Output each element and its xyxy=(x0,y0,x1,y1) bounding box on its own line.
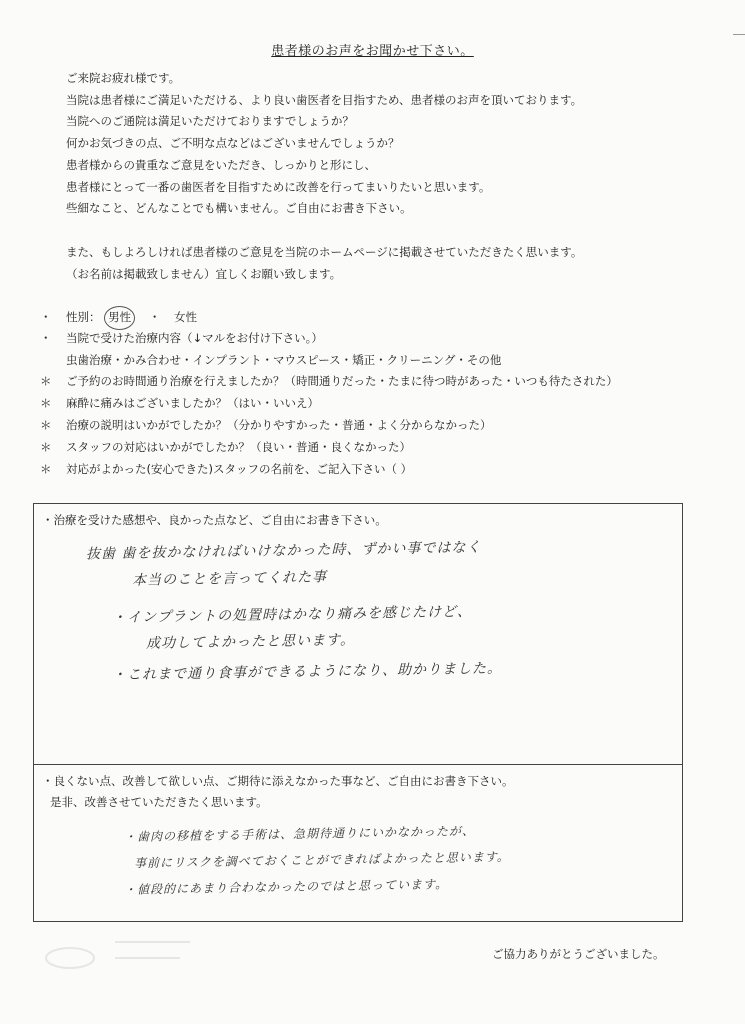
treatment-options-text: 虫歯治療・かみ合わせ・インプラント・マウスピース・矯正・クリーニング・その他 xyxy=(66,352,502,367)
treatment-label: 当院で受けた治療内容（↓マルをお付け下さい。） xyxy=(66,330,323,345)
bullet-dot: ・ xyxy=(40,310,52,324)
question-text: スタッフの対応はいかがでしたか？（良い・普通・良くなかった） xyxy=(66,439,411,454)
bullet-star: ＊ xyxy=(40,439,52,454)
handwriting-line: 事前にリスクを調べておくことができればよかったと思います。 xyxy=(133,849,510,871)
gender-row xyxy=(40,306,618,328)
box-header xyxy=(42,771,514,813)
publication-note xyxy=(66,241,582,285)
intro-line: 些細なこと、どんなことでも構いません。ご自由にお書き下さい。 xyxy=(66,201,412,216)
handwriting-line: ・これまで通り食事ができるようになり、助かりました。 xyxy=(111,660,503,684)
scan-smudge xyxy=(40,932,200,972)
handwriting-line: 本当のことを言ってくれた事 xyxy=(131,569,328,589)
bullet-star: ＊ xyxy=(40,461,52,476)
gender-label: 性別： xyxy=(66,310,101,324)
intro-line: 患者様からの貴重なご意見をいただき、しっかりと形にし、 xyxy=(66,157,377,172)
question-text: 対応がよかった(安心できた)スタッフの名前を、ご記入下さい（ ） xyxy=(66,461,413,476)
bullet-dot: ・ xyxy=(40,330,52,345)
question-anesthesia[interactable] xyxy=(40,393,618,415)
box-header-line: ・良くない点、改善して欲しい点、ご期待に添えなかった事など、ご自由にお書き下さい。 xyxy=(42,774,514,788)
intro-line: ご来院お疲れ様です。 xyxy=(66,71,181,85)
bullet-star: ＊ xyxy=(40,374,52,389)
feedback-good-box[interactable] xyxy=(33,503,683,765)
note-line: また、もしよろしければ患者様のご意見を当院のホームページに掲載させていただきたく思います。 xyxy=(66,245,583,259)
bullet-star: ＊ xyxy=(40,417,52,432)
bullet-star: ＊ xyxy=(40,396,52,411)
intro-line: 何かお気づきの点、ご不明な点などはございませんでしょうか？ xyxy=(66,136,400,151)
handwriting-line: ・インプラントの処置時はかなり痛みを感じたけど、 xyxy=(111,603,473,627)
treatment-options[interactable] xyxy=(40,350,618,372)
feedback-improve-box[interactable] xyxy=(33,764,683,922)
thanks-text: ご協力ありがとうございました。 xyxy=(492,947,665,961)
box-header: ・治療を受けた感想や、良かった点など、ご自由にお書き下さい。 xyxy=(42,513,387,527)
intro-line: 当院は患者様にご満足いただける、より良い歯医者を目指すため、患者様のお声を頂いております。 xyxy=(66,92,583,107)
question-text: 治療の説明はいかがでしたか？（分かりやすかった・普通・よく分からなかった） xyxy=(66,417,492,432)
treatment-row xyxy=(40,328,618,350)
gender-female-option[interactable]: 女性 xyxy=(173,310,197,324)
handwriting-line: ・値段的にあまり合わなかったのではと思っています。 xyxy=(123,877,449,897)
intro-text xyxy=(66,68,582,220)
question-staff-name[interactable] xyxy=(40,459,618,481)
question-text: ご予約のお時間通り治療を行えましたか？（時間通りだった・たまに待つ時があった・いつも待たされた） xyxy=(66,374,618,389)
page-title: 患者様のお声をお聞かせ下さい。 xyxy=(271,44,474,59)
scan-mark xyxy=(733,34,745,35)
gender-male-option[interactable]: 男性 xyxy=(104,306,135,330)
handwriting-line: 抜歯 歯を抜かなければいけなかった時、ずかい事ではなく xyxy=(85,539,482,563)
question-explanation[interactable] xyxy=(40,415,618,437)
question-appointment[interactable] xyxy=(40,371,618,393)
question-text: 麻酔に痛みはございましたか？（はい・いいえ） xyxy=(66,396,319,411)
intro-line: 患者様にとって一番の歯医者を目指すために改善を行ってまいりたいと思います。 xyxy=(66,179,491,194)
intro-line: 当院へのご通院は満足いただけておりますでしょうか？ xyxy=(66,114,354,129)
question-staff[interactable] xyxy=(40,437,618,459)
note-line: （お名前は掲載致しません）宜しくお願い致します。 xyxy=(66,267,342,281)
gender-separator: ・ xyxy=(148,310,161,324)
handwriting-line: 成功してよかったと思います。 xyxy=(145,632,356,652)
handwriting-line: ・歯肉の移植をする手術は、急期待通りにいかなかったが、 xyxy=(123,823,476,845)
questionnaire xyxy=(40,306,618,480)
box-header-line: 是非、改善させていただきたく思います。 xyxy=(50,795,268,809)
